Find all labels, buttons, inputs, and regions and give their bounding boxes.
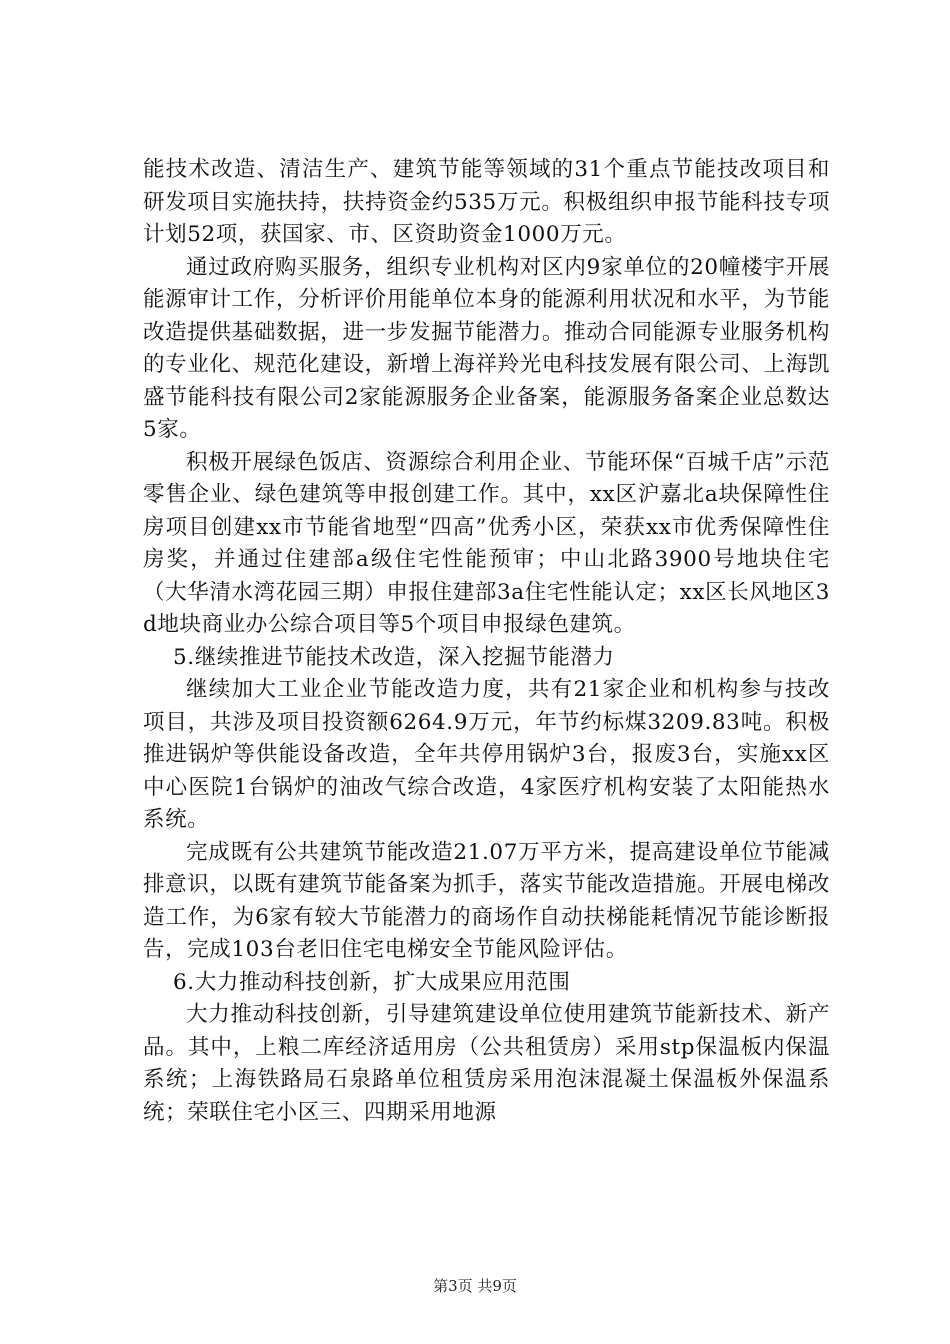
paragraph-1: 能技术改造、清洁生产、建筑节能等领域的31个重点节能技改项目和研发项目实施扶持，扶持资金约535万元。积极组织申报节能科技专项计划52项，获国家、市、区资助资金1000万元。 — [143, 157, 830, 247]
paragraph-6: 大力推动科技创新，引导建筑建设单位使用建筑节能新技术、新产品。其中，上粮二库经济适用房（公共租赁房）采用stp保温板内保温系统；上海铁路局石泉路单位租赁房采用泡沫混凝土保温板外保温系统；荣联住宅小区三、四期采用地源 — [143, 1002, 830, 1125]
paragraph-5: 完成既有公共建筑节能改造21.07万平方米，提高建设单位节能减排意识，以既有建筑节能备案为抓手，落实节能改造措施。开展电梯改造工作，为6家有较大节能潜力的商场作自动扶梯能耗情况节能诊断报告，完成103台老旧住宅电梯安全节能风险评估。 — [143, 839, 830, 962]
paragraph-3: 积极开展绿色饭店、资源综合利用企业、节能环保“百城千店”示范零售企业、绿色建筑等申报创建工作。其中，xx区沪嘉北a块保障性住房项目创建xx市节能省地型“四高”优秀小区，荣获xx市优秀保障性住房奖，并通过住建部a级住宅性能预审；中山北路3900号地块住宅（大华清水湾花园三期）申报住建部3a住宅性能认定；xx区长风地区3d地块商业办公综合项目等5个项目申报绿色建筑。 — [143, 449, 830, 637]
paragraph-2: 通过政府购买服务，组织专业机构对区内9家单位的20幢楼宇开展能源审计工作，分析评价用能单位本身的能源利用状况和水平，为节能改造提供基础数据，进一步发掘节能潜力。推动合同能源专业服务机构的专业化、规范化建设，新增上海祥羚光电科技发展有限公司、上海凯盛节能科技有限公司2家能源服务企业备案，能源服务备案企业总数达5家。 — [143, 254, 830, 442]
paragraph-4: 继续加大工业企业节能改造力度，共有21家企业和机构参与技改项目，共涉及项目投资额6264.9万元，年节约标煤3209.83吨。积极推进锅炉等供能设备改造，全年共停用锅炉3台，报废3台，实施xx区中心医院1台锅炉的油改气综合改造，4家医疗机构安装了太阳能热水系统。 — [143, 677, 830, 832]
page-footer — [0, 1275, 950, 1296]
section-heading-5: 5.继续推进节能技术改造，深入挖掘节能潜力 — [173, 644, 615, 670]
document-body — [143, 154, 830, 1129]
section-heading-6: 6.大力推动科技创新，扩大成果应用范围 — [173, 969, 571, 995]
page-number-label: 第3页 共9页 — [433, 1277, 517, 1295]
